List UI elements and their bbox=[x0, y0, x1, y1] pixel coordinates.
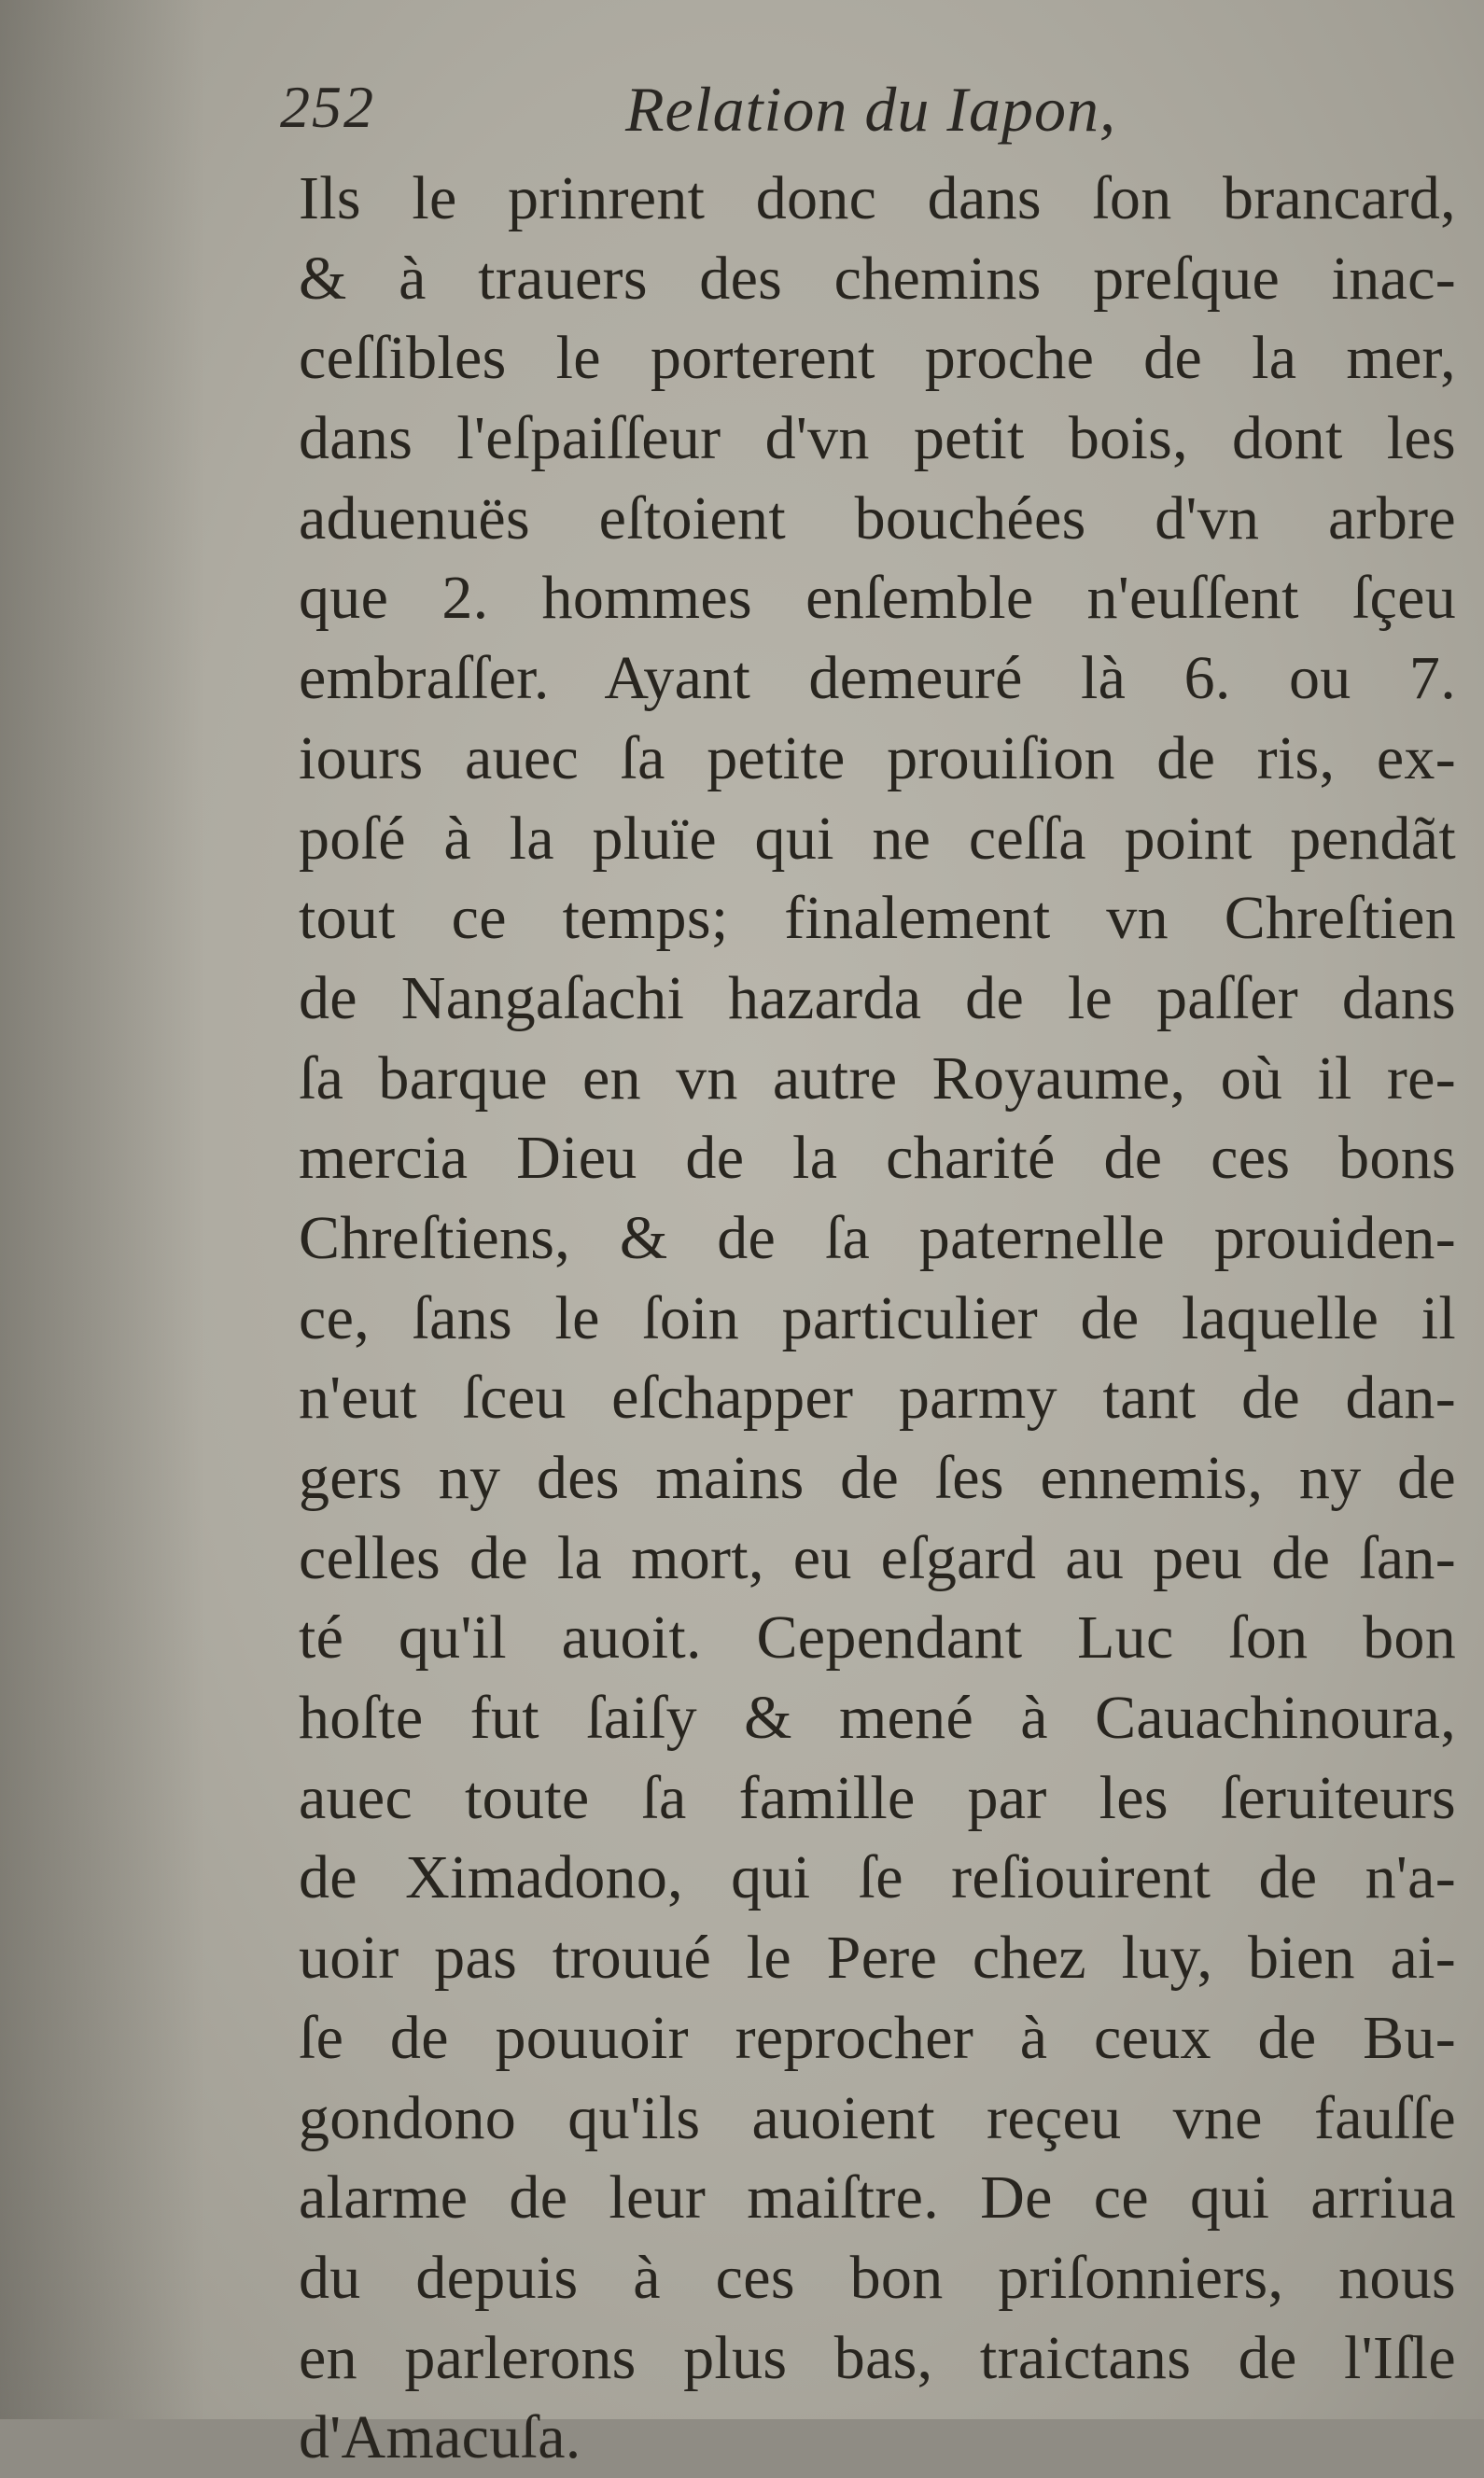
text-line: & à trauers des chemins preſque inac- bbox=[299, 244, 1456, 313]
text-line: gers ny des mains de ſes ennemis, ny de bbox=[299, 1444, 1456, 1512]
text-line: tout ce temps; finalement vn Chreſtien bbox=[299, 884, 1456, 953]
text-line: auec toute ſa famille par les ſeruiteurs bbox=[299, 1763, 1456, 1832]
text-line: hoſte fut ſaiſy & mené à Cauachinoura, bbox=[299, 1684, 1456, 1753]
text-line: celles de la mort, eu eſgard au peu de ſan- bbox=[299, 1523, 1456, 1592]
text-line: aduenuës eſtoient bouchées d'vn arbre bbox=[299, 483, 1456, 553]
text-line: iours auec ſa petite prouiſion de ris, ex- bbox=[299, 723, 1456, 792]
text-line: mercia Dieu de la charité de ces bons bbox=[299, 1124, 1456, 1193]
text-line: ſa barque en vn autre Royaume, où il re- bbox=[299, 1043, 1456, 1113]
text-line: alarme de leur maiſtre. De ce qui arriua bbox=[299, 2163, 1456, 2233]
text-line: embraſſer. Ayant demeuré là 6. ou 7. bbox=[299, 644, 1456, 713]
page-number: 252 bbox=[280, 74, 375, 140]
text-line: Chreſtiens, & de ſa paternelle prouiden- bbox=[299, 1203, 1456, 1272]
text-line: uoir pas trouué le Pere chez luy, bien ai- bbox=[299, 1924, 1456, 1993]
text-line: dans l'eſpaiſſeur d'vn petit bois, dont les bbox=[299, 404, 1456, 473]
text-line: du depuis à ces bon priſonniers, nous bbox=[299, 2243, 1456, 2312]
text-line: ce, ſans le ſoin particulier de laquelle il bbox=[299, 1283, 1456, 1352]
text-line: n'eut ſceu eſchapper parmy tant de dan- bbox=[299, 1364, 1456, 1433]
text-line: té qu'il auoit. Cependant Luc ſon bon bbox=[299, 1603, 1456, 1673]
gutter-shadow bbox=[0, 0, 205, 2419]
running-title: Relation du Iapon, bbox=[625, 74, 1117, 145]
text-line: d'Amacuſa. bbox=[299, 2403, 581, 2472]
text-line: de Ximadono, qui ſe reſiouirent de n'a- bbox=[299, 1843, 1456, 1912]
text-line: poſé à la pluïe qui ne ceſſa point pendãt bbox=[299, 804, 1456, 873]
text-line: ſe de pouuoir reprocher à ceux de Bu- bbox=[299, 2003, 1456, 2072]
text-line: de Nangaſachi hazarda de le paſſer dans bbox=[299, 963, 1456, 1032]
text-line: que 2. hommes enſemble n'euſſent ſçeu bbox=[299, 564, 1456, 633]
text-line: gondono qu'ils auoient reçeu vne fauſſe bbox=[299, 2083, 1456, 2152]
text-line: en parlerons plus bas, traictans de l'Iſle bbox=[299, 2323, 1456, 2392]
running-head bbox=[280, 73, 1213, 157]
text-line: ceſſibles le porterent proche de la mer, bbox=[299, 324, 1456, 393]
body-text bbox=[299, 159, 1456, 2478]
text-line: Ils le prinrent donc dans ſon brancard, bbox=[299, 164, 1456, 232]
